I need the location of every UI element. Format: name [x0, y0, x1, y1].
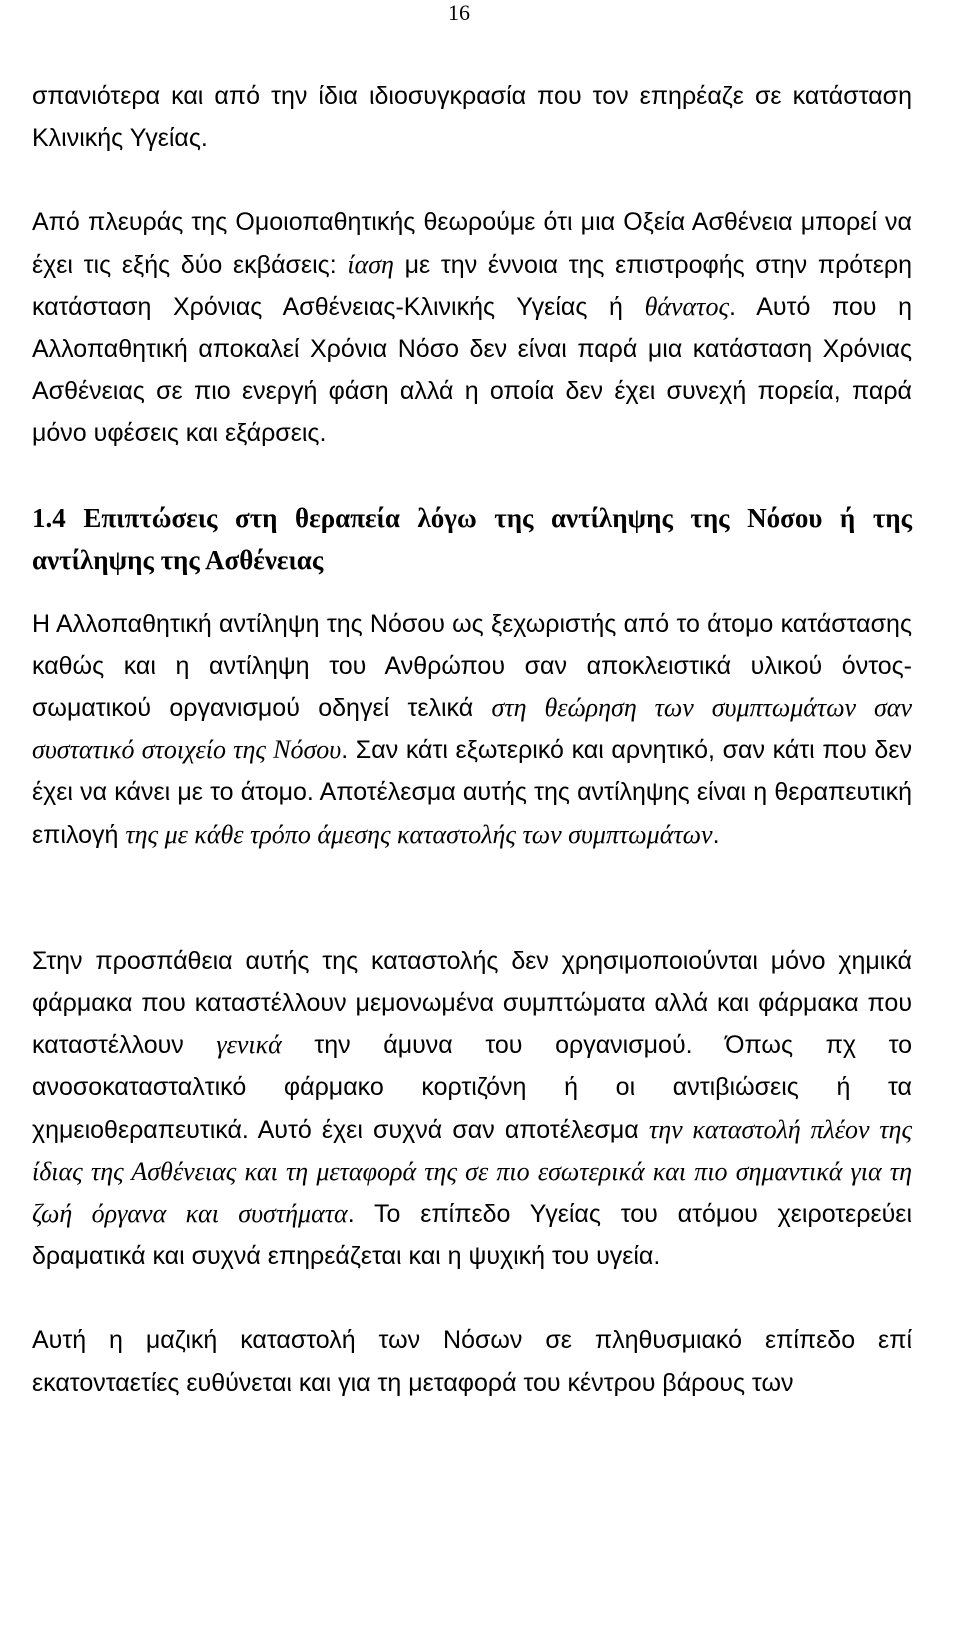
paragraph-2-text-1: Από πλευράς της Ομοιοπαθητικής θεωρούμε ότι μια Οξεία Ασθένεια μπορεί να έχει τις εξής δύο εκβάσεις: — [32, 208, 912, 279]
paragraph-4-italic-2: την καταστολή πλέον της ίδιας της Ασθένειας και τη μεταφορά της σε πιο εσωτερικά και πιο σημαντικά για τη ζωή όργανα και συστήματα — [32, 1114, 912, 1229]
paragraph-5-text: Αυτή η μαζική καταστολή των Νόσων σε πληθυσμιακό επίπεδο επί εκατονταετίες ευθύνεται και για τη μεταφορά του κέντρου βάρους των — [32, 1326, 912, 1397]
paragraph-3-italic-1: στη θεώρηση των συμπτωμάτων σαν συστατικό στοιχείο της Νόσου — [32, 693, 912, 765]
paragraph-3-text-2: . Σαν κάτι εξωτερικό και αρνητικό, σαν κάτι που δεν έχει να κάνει με το άτομο. Αποτέλεσμα αυτής της αντίληψης είναι η θεραπευτική επιλογή — [32, 736, 912, 849]
paragraph-2-text-2: με την έννοια της επιστροφής στην πρότερη κατάσταση Χρόνιας Ασθένειας-Κλινικής Υγείας ή — [32, 250, 913, 321]
section-heading: 1.4 Επιπτώσεις στη θεραπεία λόγω της αντίληψης της Νόσου ή της αντίληψης της Ασθένειας — [32, 502, 912, 575]
paragraph-4-italic-1: γενικά — [216, 1030, 282, 1060]
paragraph-5 — [32, 1319, 912, 1403]
paragraph-3-italic-2: της με κάθε τρόπο άμεσης καταστολής των συμπτωμάτων — [125, 819, 713, 849]
paragraph-3-text-1: Η Αλλοπαθητική αντίληψη της Νόσου ως ξεχωριστής από το άτομο κατάστασης καθώς και η αντίληψη του Ανθρώπου σαν αποκλειστικά υλικού όντος-σωματικού οργανισμού οδηγεί τελικά — [32, 609, 912, 723]
paragraph-2 — [32, 201, 912, 454]
paragraph-1 — [32, 75, 912, 159]
paragraph-4-text-3: . Το επίπεδο Υγείας του ατόμου χειροτερεύει δραματικά και συχνά επηρεάζεται και η ψυχική του υγεία. — [32, 1200, 913, 1271]
paragraph-2-italic-2: θάνατος — [644, 291, 730, 321]
paragraph-3 — [32, 603, 912, 856]
paragraph-2-text-3: . Αυτό που η Αλλοπαθητική αποκαλεί Χρόνια Νόσο δεν είναι παρά μια κατάσταση Χρόνιας Ασθένειας σε πιο ενεργή φάση αλλά η οποία δεν έχει συνεχή πορεία, παρά μόνο υφέσεις και εξάρσεις. — [32, 292, 912, 448]
paragraph-3-text-3: . — [712, 820, 720, 849]
page-body — [32, 75, 912, 1404]
paragraph-4-text-2: την άμυνα του οργανισμού. Όπως πχ το ανοσοκατασταλτικό φάρμακο κορτιζόνη ή οι αντιβιώσεις ή τα χημειοθεραπευτικά. Αυτό έχει συχνά σαν αποτέλεσμα — [32, 1031, 913, 1144]
paragraph-1-text: σπανιότερα και από την ίδια ιδιοσυγκρασία που τον επηρέαζε σε κατάσταση Κλινικής Υγείας. — [32, 82, 912, 153]
paragraph-2-italic-1: ίαση — [347, 249, 394, 279]
page-number: 16 — [448, 0, 470, 25]
paragraph-4 — [32, 940, 912, 1278]
paragraph-4-text-1: Στην προσπάθεια αυτής της καταστολής δεν χρησιμοποιούνται μόνο χημικά φάρμακα που καταστέλλουν μεμονωμένα συμπτώματα αλλά και φάρμακα που καταστέλλουν — [32, 946, 912, 1060]
